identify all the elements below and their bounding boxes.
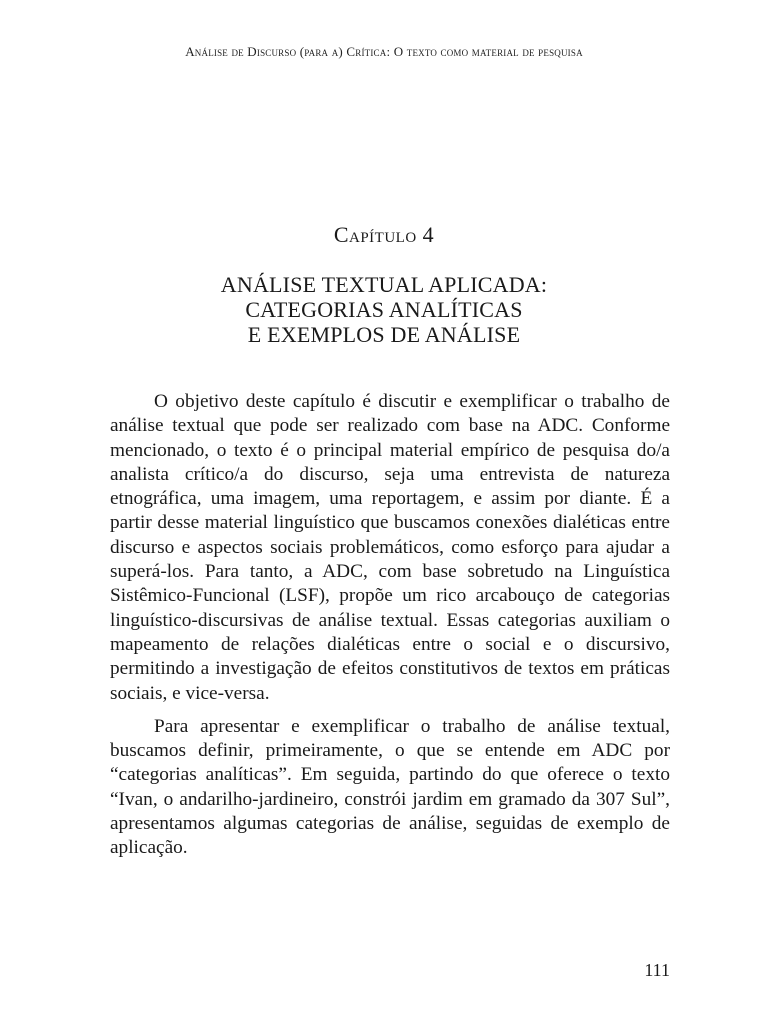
page-number: 111 bbox=[644, 960, 670, 980]
chapter-title-line: ANÁLISE TEXTUAL APLICADA: bbox=[220, 272, 548, 297]
paragraph: Para apresentar e exemplificar o trabalho de análise textual, buscamos definir, primeiramente, o que se entende em ADC por “categorias analíticas”. Em seguida, partindo do que oferece o texto “Ivan, o andarilho-jardineiro, constrói jardim em gramado da 307 Sul”, apresentamos algumas categorias de análise, seguidas de exemplo de aplicação. bbox=[110, 715, 670, 859]
chapter-title-line: E EXEMPLOS DE ANÁLISE bbox=[247, 322, 521, 347]
paragraph: O objetivo deste capítulo é discutir e exemplificar o trabalho de análise textual que pode ser realizado com base na ADC. Conforme mencionado, o texto é o principal material empírico de pesquisa do/a analista crítico/a do discurso, seja uma entrevista de natureza etnográfica, uma imagem, uma reportagem, e assim por diante. É a partir desse material linguístico que buscamos conexões dialéticas entre discurso e aspectos sociais problemáticos, como esforço para ajudar a superá-los. Para tanto, a ADC, com base sobretudo na Linguística Sistêmico-Funcional (LSF), propõe um rico arcabouço de categorias linguístico-discursivas de análise textual. Essas categorias auxiliam o mapeamento de relações dialéticas entre o social e o discursivo, permitindo a investigação de efeitos constitutivos de textos em práticas sociais, e vice-versa. bbox=[110, 391, 670, 704]
chapter-label: Capítulo 4 bbox=[333, 222, 435, 247]
running-header: Análise de Discurso (para a) Crítica: O texto como material de pesquisa bbox=[185, 44, 583, 59]
chapter-title-line: CATEGORIAS ANALÍTICAS bbox=[245, 297, 523, 322]
body-text bbox=[110, 390, 670, 870]
chapter-title bbox=[0, 272, 768, 347]
